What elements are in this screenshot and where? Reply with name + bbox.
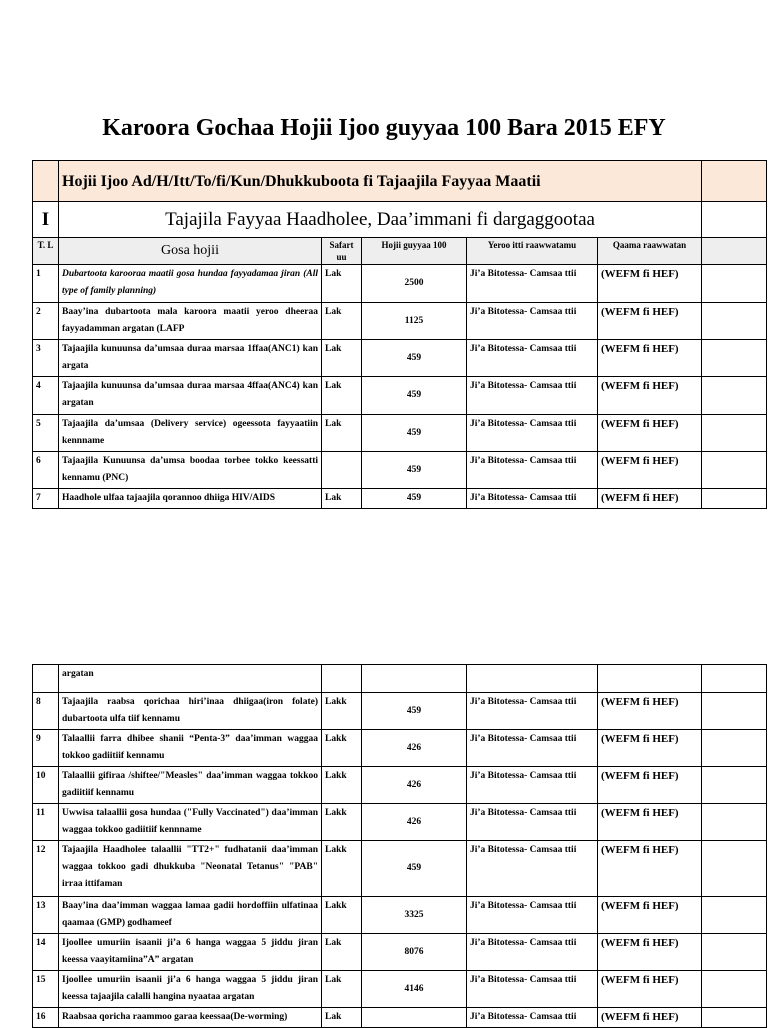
time-period: Ji’a Bitotessa- Camsaa ttii — [467, 489, 598, 509]
responsible-body: (WEFM fi HEF) — [598, 452, 702, 489]
row-number: 4 — [33, 377, 59, 415]
target-value: 3325 — [362, 897, 467, 934]
row-number: 2 — [33, 303, 59, 340]
empty-cell — [702, 693, 767, 730]
table-row — [33, 452, 767, 489]
unit: Lak — [322, 489, 362, 509]
time-period: Ji’a Bitotessa- Camsaa ttii — [467, 767, 598, 804]
responsible-body: (WEFM fi HEF) — [598, 841, 702, 897]
time-period: Ji’a Bitotessa- Camsaa ttii — [467, 303, 598, 340]
time-period: Ji’a Bitotessa- Camsaa ttii — [467, 452, 598, 489]
responsible-body: (WEFM fi HEF) — [598, 303, 702, 340]
task-description: Ijoollee umuriin isaanii ji’a 6 hanga waggaa 5 jiddu jiran keessa tajaajila calalli hangina nyaataa argatan — [59, 971, 322, 1008]
task-description: Talaallii farra dhibee shanii “Penta-3” daa’imman waggaa tokkoo gadiitiif kennamu — [59, 730, 322, 767]
row-number: 12 — [33, 841, 59, 897]
section-header: Hojii Ijoo Ad/H/Itt/To/fi/Kun/Dhukkuboota fi Tajaajila Fayyaa Maatii — [59, 161, 702, 202]
table-row — [33, 265, 767, 303]
unit: Lak — [322, 1008, 362, 1028]
task-description: Ijoollee umuriin isaanii ji’a 6 hanga waggaa 5 jiddu jiran keessa vaayitamiina”A” argatan — [59, 934, 322, 971]
empty-cell — [702, 1008, 767, 1028]
document-title: Karoora Gochaa Hojii Ijoo guyyaa 100 Bara 2015 EFY — [102, 115, 666, 141]
target-value: 2500 — [362, 265, 467, 303]
column-header-row — [33, 238, 767, 265]
target-value: 426 — [362, 767, 467, 804]
unit: Lak — [322, 934, 362, 971]
target-value: 426 — [362, 730, 467, 767]
unit: Lakk — [322, 730, 362, 767]
responsible-body: (WEFM fi HEF) — [598, 265, 702, 303]
work-plan-table-page1 — [32, 160, 767, 509]
target-value — [362, 1008, 467, 1028]
responsible-body: (WEFM fi HEF) — [598, 377, 702, 415]
table-row — [33, 730, 767, 767]
target-value: 459 — [362, 340, 467, 377]
table-row — [33, 841, 767, 897]
empty-cell — [702, 934, 767, 971]
col-hojii-guyyaa: Hojii guyyaa 100 — [362, 238, 467, 265]
empty-cell — [702, 730, 767, 767]
table-row — [33, 804, 767, 841]
target-value: 459 — [362, 415, 467, 452]
empty-cell — [702, 971, 767, 1008]
task-description: Tajaajila kunuunsa da’umsaa duraa marsaa 4ffaa(ANC4) kan argatan — [59, 377, 322, 415]
empty-cell — [702, 415, 767, 452]
section-number: I — [33, 202, 59, 238]
responsible-body: (WEFM fi HEF) — [598, 730, 702, 767]
col-yeroo: Yeroo itti raawwatamu — [467, 238, 598, 265]
continuation-text: argatan — [59, 665, 322, 693]
target-value: 459 — [362, 452, 467, 489]
table-row — [33, 693, 767, 730]
task-description: Talaallii gifiraa /shiftee/"Measles" daa’imman waggaa tokkoo gadiitiif kennamu — [59, 767, 322, 804]
time-period: Ji’a Bitotessa- Camsaa ttii — [467, 841, 598, 897]
responsible-body: (WEFM fi HEF) — [598, 767, 702, 804]
unit: Lak — [322, 303, 362, 340]
unit: Lak — [322, 971, 362, 1008]
target-value: 426 — [362, 804, 467, 841]
table-row — [33, 415, 767, 452]
time-period: Ji’a Bitotessa- Camsaa ttii — [467, 934, 598, 971]
row-number: 7 — [33, 489, 59, 509]
responsible-body: (WEFM fi HEF) — [598, 693, 702, 730]
time-period: Ji’a Bitotessa- Camsaa ttii — [467, 377, 598, 415]
task-description: Tajaajila Haadholee talaallii "TT2+" fudhatanii daa’imman waggaa tokkoo gadi dhukkuba "Neonatal Tetanus" "PAB" irraa ittifaman — [59, 841, 322, 897]
table-row — [33, 767, 767, 804]
table-row — [33, 1008, 767, 1028]
task-description: Tajaajila kunuunsa da’umsaa duraa marsaa 1ffaa(ANC1) kan argata — [59, 340, 322, 377]
col-gosa-hojii: Gosa hojii — [59, 238, 322, 265]
col-qaama: Qaama raawwatan — [598, 238, 702, 265]
row-number: 15 — [33, 971, 59, 1008]
empty-cell — [702, 265, 767, 303]
empty-cell — [702, 452, 767, 489]
row-number: 6 — [33, 452, 59, 489]
section-title: Tajajila Fayyaa Haadholee, Daa’immani fi dargaggootaa — [59, 202, 702, 238]
time-period: Ji’a Bitotessa- Camsaa ttii — [467, 971, 598, 1008]
target-value: 459 — [362, 841, 467, 897]
responsible-body: (WEFM fi HEF) — [598, 971, 702, 1008]
continuation-row — [33, 665, 767, 693]
responsible-body: (WEFM fi HEF) — [598, 804, 702, 841]
table-row — [33, 340, 767, 377]
col-tl: T. L — [33, 238, 59, 265]
row-number: 16 — [33, 1008, 59, 1028]
unit: Lakk — [322, 897, 362, 934]
task-description: Raabsaa qoricha raammoo garaa keessaa(De-worming) — [59, 1008, 322, 1028]
target-value: 459 — [362, 693, 467, 730]
empty-cell — [702, 897, 767, 934]
time-period: Ji’a Bitotessa- Camsaa ttii — [467, 1008, 598, 1028]
row-number: 13 — [33, 897, 59, 934]
task-description: Uwwisa talaallii gosa hundaa ("Fully Vaccinated") daa’imman waggaa tokkoo gadiitiif kennname — [59, 804, 322, 841]
task-description: Dubartoota karooraa maatii gosa hundaa fayyadamaa jiran (All type of family planning) — [59, 265, 322, 303]
table-row — [33, 934, 767, 971]
unit: Lakk — [322, 767, 362, 804]
task-description: Tajaajila da’umsaa (Delivery service) ogeessota fayyaatiin kennname — [59, 415, 322, 452]
target-value: 4146 — [362, 971, 467, 1008]
work-plan-table-page2 — [32, 664, 767, 1028]
time-period: Ji’a Bitotessa- Camsaa ttii — [467, 693, 598, 730]
unit: Lak — [322, 265, 362, 303]
task-description: Tajaajila raabsa qorichaa hiri’inaa dhiigaa(iron folate) dubartoota ulfa tiif kennamu — [59, 693, 322, 730]
empty-cell — [702, 767, 767, 804]
time-period: Ji’a Bitotessa- Camsaa ttii — [467, 265, 598, 303]
row-number: 14 — [33, 934, 59, 971]
table-row — [33, 489, 767, 509]
table-row — [33, 377, 767, 415]
responsible-body: (WEFM fi HEF) — [598, 1008, 702, 1028]
target-value: 459 — [362, 489, 467, 509]
empty-cell — [702, 841, 767, 897]
unit: Lakk — [322, 693, 362, 730]
table-row — [33, 897, 767, 934]
col-safartuu: Safart uu — [322, 238, 362, 265]
time-period: Ji’a Bitotessa- Camsaa ttii — [467, 897, 598, 934]
time-period: Ji’a Bitotessa- Camsaa ttii — [467, 730, 598, 767]
task-description: Baay’ina daa’imman waggaa lamaa gadii hordoffiin ulfatinaa qaamaa (GMP) godhameef — [59, 897, 322, 934]
section-title-row — [33, 202, 767, 238]
table-row — [33, 303, 767, 340]
time-period: Ji’a Bitotessa- Camsaa ttii — [467, 415, 598, 452]
unit: Lak — [322, 377, 362, 415]
target-value: 1125 — [362, 303, 467, 340]
table-row — [33, 971, 767, 1008]
section-header-row — [33, 161, 767, 202]
target-value: 459 — [362, 377, 467, 415]
unit: Lak — [322, 415, 362, 452]
row-number: 11 — [33, 804, 59, 841]
unit: Lakk — [322, 841, 362, 897]
unit: Lak — [322, 340, 362, 377]
unit — [322, 452, 362, 489]
time-period: Ji’a Bitotessa- Camsaa ttii — [467, 804, 598, 841]
empty-cell — [702, 340, 767, 377]
empty-cell — [702, 489, 767, 509]
target-value: 8076 — [362, 934, 467, 971]
empty-cell — [702, 377, 767, 415]
task-description: Baay’ina dubartoota mala karoora maatii yeroo dheeraa fayyadamman argatan (LAFP — [59, 303, 322, 340]
empty-cell — [702, 303, 767, 340]
unit: Lakk — [322, 804, 362, 841]
row-number: 9 — [33, 730, 59, 767]
row-number: 10 — [33, 767, 59, 804]
task-description: Tajaajila Kunuunsa da’umsa boodaa torbee tokko keessatti kennamu (PNC) — [59, 452, 322, 489]
responsible-body: (WEFM fi HEF) — [598, 934, 702, 971]
empty-cell — [702, 804, 767, 841]
row-number: 5 — [33, 415, 59, 452]
responsible-body: (WEFM fi HEF) — [598, 415, 702, 452]
row-number: 3 — [33, 340, 59, 377]
time-period: Ji’a Bitotessa- Camsaa ttii — [467, 340, 598, 377]
row-number: 8 — [33, 693, 59, 730]
responsible-body: (WEFM fi HEF) — [598, 897, 702, 934]
task-description: Haadhole ulfaa tajaajila qorannoo dhiiga HIV/AIDS — [59, 489, 322, 509]
responsible-body: (WEFM fi HEF) — [598, 340, 702, 377]
responsible-body: (WEFM fi HEF) — [598, 489, 702, 509]
row-number: 1 — [33, 265, 59, 303]
